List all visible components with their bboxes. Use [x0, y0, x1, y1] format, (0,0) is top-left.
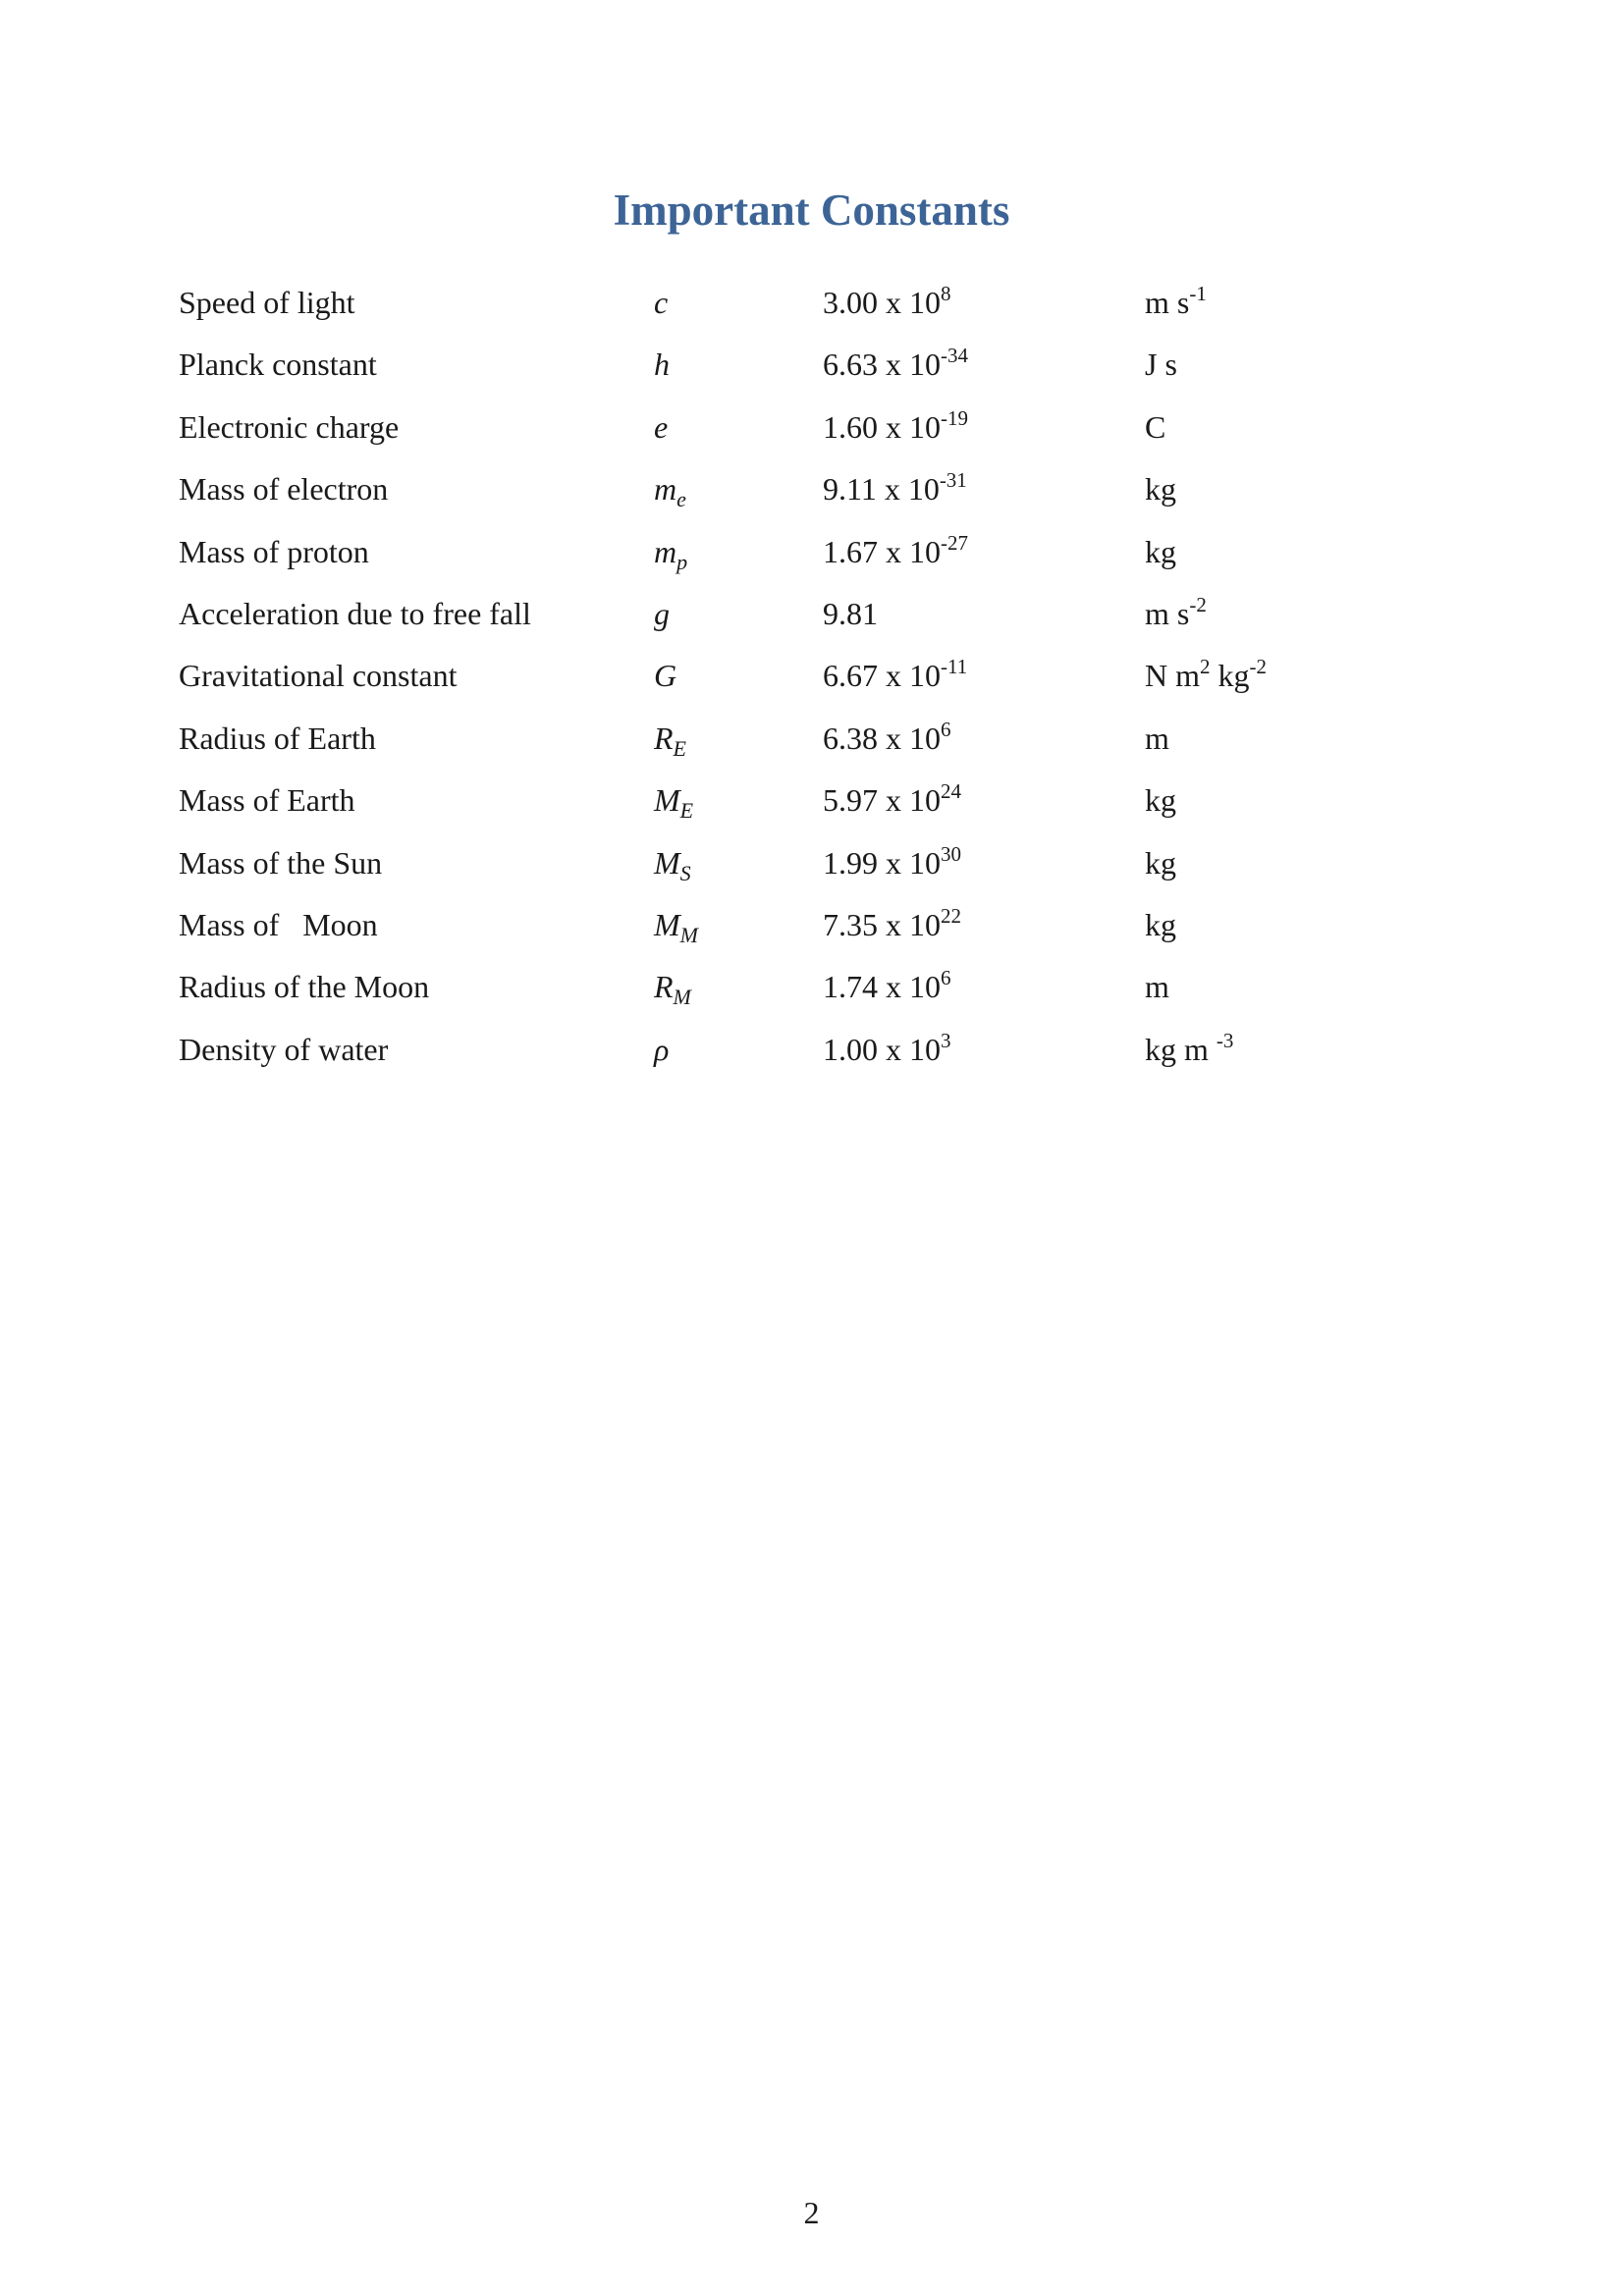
- constant-row: [179, 719, 1357, 780]
- constant-symbol-letter: R: [654, 720, 674, 756]
- constant-value-exponent: -31: [939, 468, 967, 493]
- constant-value: [823, 905, 961, 944]
- constant-name: Radius of Earth: [179, 720, 376, 756]
- constant-unit-exponent: 2: [1200, 655, 1211, 679]
- constant-name: Mass of Moon: [179, 906, 378, 942]
- constant-row: [179, 532, 1357, 594]
- constant-unit-base: m: [1145, 720, 1169, 756]
- constant-symbol: [654, 407, 668, 447]
- constant-symbol-subscript: E: [679, 798, 694, 824]
- constant-unit: [1145, 1030, 1233, 1069]
- constant-value: [823, 719, 951, 758]
- constant-unit-base: kg: [1210, 658, 1250, 694]
- constant-symbol: [654, 719, 686, 769]
- constant-unit-base: kg: [1145, 906, 1176, 942]
- constant-row: [179, 345, 1357, 406]
- constant-symbol-subscript: S: [679, 860, 691, 885]
- constant-unit: [1145, 407, 1165, 447]
- constant-symbol-letter: g: [654, 595, 670, 631]
- constant-name: Mass of Earth: [179, 782, 355, 819]
- constant-symbol: [654, 967, 691, 1017]
- constant-symbol: [654, 780, 693, 830]
- constant-unit: [1145, 283, 1207, 322]
- constant-value-exponent: 8: [941, 282, 951, 305]
- constant-row: [179, 905, 1357, 967]
- constant-unit: [1145, 656, 1267, 695]
- constant-symbol-subscript: p: [676, 549, 688, 574]
- constant-symbol-subscript: M: [673, 985, 691, 1010]
- constant-symbol-letter: e: [654, 408, 669, 445]
- constant-value: [823, 469, 967, 508]
- constant-value-mantissa: 1.99 x 10: [823, 844, 941, 881]
- constant-unit-base: N m: [1145, 658, 1200, 694]
- constant-unit-base: C: [1145, 408, 1166, 445]
- constant-symbol: [654, 843, 691, 893]
- constant-value: [823, 656, 967, 695]
- constant-unit: [1145, 594, 1207, 633]
- constant-unit: [1145, 843, 1176, 882]
- constant-symbol-subscript: e: [676, 487, 686, 512]
- constant-value: [823, 594, 878, 633]
- constant-name: Speed of light: [179, 285, 355, 320]
- constant-symbol: [654, 905, 698, 955]
- constant-symbol: [654, 532, 687, 582]
- constant-row: [179, 469, 1357, 531]
- constant-unit-base: kg: [1145, 533, 1176, 569]
- constant-symbol-letter: R: [654, 969, 674, 1005]
- constant-value-mantissa: 9.11 x 10: [823, 471, 940, 507]
- constant-row: [179, 594, 1357, 656]
- constant-value-exponent: 22: [941, 903, 961, 928]
- constant-value: [823, 345, 968, 384]
- constant-name: Mass of proton: [179, 533, 369, 569]
- constant-value-mantissa: 6.38 x 10: [823, 720, 941, 756]
- page-title: Important Constants: [613, 186, 1010, 235]
- constant-value: [823, 407, 968, 447]
- constant-symbol-letter: m: [654, 471, 677, 507]
- constant-unit-exponent: -1: [1189, 282, 1207, 305]
- constant-unit-base: J s: [1145, 347, 1177, 383]
- constant-symbol: [654, 1030, 669, 1069]
- constant-name: Density of water: [179, 1031, 389, 1067]
- constant-value-exponent: -11: [941, 655, 968, 679]
- constant-value: [823, 780, 961, 820]
- constant-symbol: [654, 283, 668, 322]
- constant-symbol-letter: m: [654, 533, 677, 569]
- constant-row: [179, 780, 1357, 842]
- constant-row: [179, 967, 1357, 1029]
- constant-row: [179, 407, 1357, 469]
- constant-value-exponent: 24: [941, 779, 961, 804]
- constant-value-mantissa: 1.60 x 10: [823, 408, 941, 445]
- constant-value: [823, 283, 951, 322]
- constant-unit: [1145, 780, 1176, 820]
- constant-value-exponent: 6: [941, 717, 951, 741]
- constant-symbol-letter: M: [654, 782, 680, 819]
- constant-symbol: [654, 656, 676, 695]
- constant-symbol: [654, 345, 670, 384]
- constant-row: [179, 656, 1357, 718]
- constant-value-mantissa: 5.97 x 10: [823, 782, 941, 819]
- constant-row: [179, 843, 1357, 905]
- constant-value-mantissa: 9.81: [823, 595, 878, 631]
- constant-unit-base: kg: [1145, 471, 1176, 507]
- constant-symbol-subscript: E: [673, 735, 686, 761]
- constant-value-mantissa: 1.74 x 10: [823, 969, 941, 1005]
- constant-value: [823, 843, 961, 882]
- constant-unit: [1145, 719, 1169, 758]
- constant-unit-base: m: [1145, 969, 1169, 1005]
- constant-unit: [1145, 967, 1169, 1006]
- constant-name: Radius of the Moon: [179, 969, 430, 1005]
- constants-table: [179, 283, 1357, 1092]
- constant-row: [179, 1030, 1357, 1092]
- constant-name: Mass of electron: [179, 471, 389, 507]
- constant-unit-exponent: -3: [1216, 1028, 1234, 1052]
- constant-value: [823, 1030, 951, 1069]
- constant-value: [823, 967, 951, 1006]
- constant-value-exponent: 30: [941, 841, 961, 866]
- constant-value-mantissa: 1.67 x 10: [823, 533, 941, 569]
- constant-value-exponent: -27: [941, 530, 968, 555]
- constant-unit: [1145, 532, 1176, 571]
- constant-name: Acceleration due to free fall: [179, 595, 531, 631]
- constant-symbol-letter: M: [654, 906, 680, 942]
- constant-value-exponent: 6: [941, 966, 951, 990]
- constant-symbol-letter: ρ: [654, 1031, 670, 1067]
- constant-value-mantissa: 3.00 x 10: [823, 285, 941, 320]
- constant-value-mantissa: 7.35 x 10: [823, 906, 941, 942]
- constant-symbol-letter: h: [654, 347, 670, 383]
- constant-value-exponent: -19: [941, 405, 968, 430]
- constant-name: Mass of the Sun: [179, 844, 383, 881]
- page-number: 2: [803, 2195, 820, 2230]
- constant-value-mantissa: 6.63 x 10: [823, 347, 941, 383]
- constant-name: Planck constant: [179, 347, 377, 383]
- constant-symbol-subscript: M: [679, 922, 698, 947]
- constant-value-mantissa: 1.00 x 10: [823, 1031, 941, 1067]
- constant-unit-base: m s: [1145, 285, 1190, 320]
- constant-symbol: [654, 594, 670, 633]
- constant-unit: [1145, 345, 1177, 384]
- constant-unit-base: kg m: [1145, 1031, 1217, 1067]
- constant-name: Electronic charge: [179, 408, 400, 445]
- constant-symbol-letter: M: [654, 844, 680, 881]
- constant-symbol: [654, 469, 686, 519]
- constant-value-mantissa: 6.67 x 10: [823, 658, 941, 694]
- constant-value-exponent: 3: [941, 1028, 951, 1052]
- constant-unit-exponent: -2: [1189, 592, 1207, 616]
- constant-unit: [1145, 469, 1176, 508]
- constant-unit-exponent: -2: [1249, 655, 1267, 679]
- constant-name: Gravitational constant: [179, 658, 458, 694]
- constant-unit-base: kg: [1145, 844, 1176, 881]
- constant-unit: [1145, 905, 1176, 944]
- constant-value-exponent: -34: [941, 344, 968, 368]
- constant-unit-base: kg: [1145, 782, 1176, 819]
- constant-symbol-letter: G: [654, 658, 677, 694]
- constant-value: [823, 532, 968, 571]
- constant-unit-base: m s: [1145, 595, 1190, 631]
- constant-row: [179, 283, 1357, 345]
- constant-symbol-letter: c: [654, 285, 669, 320]
